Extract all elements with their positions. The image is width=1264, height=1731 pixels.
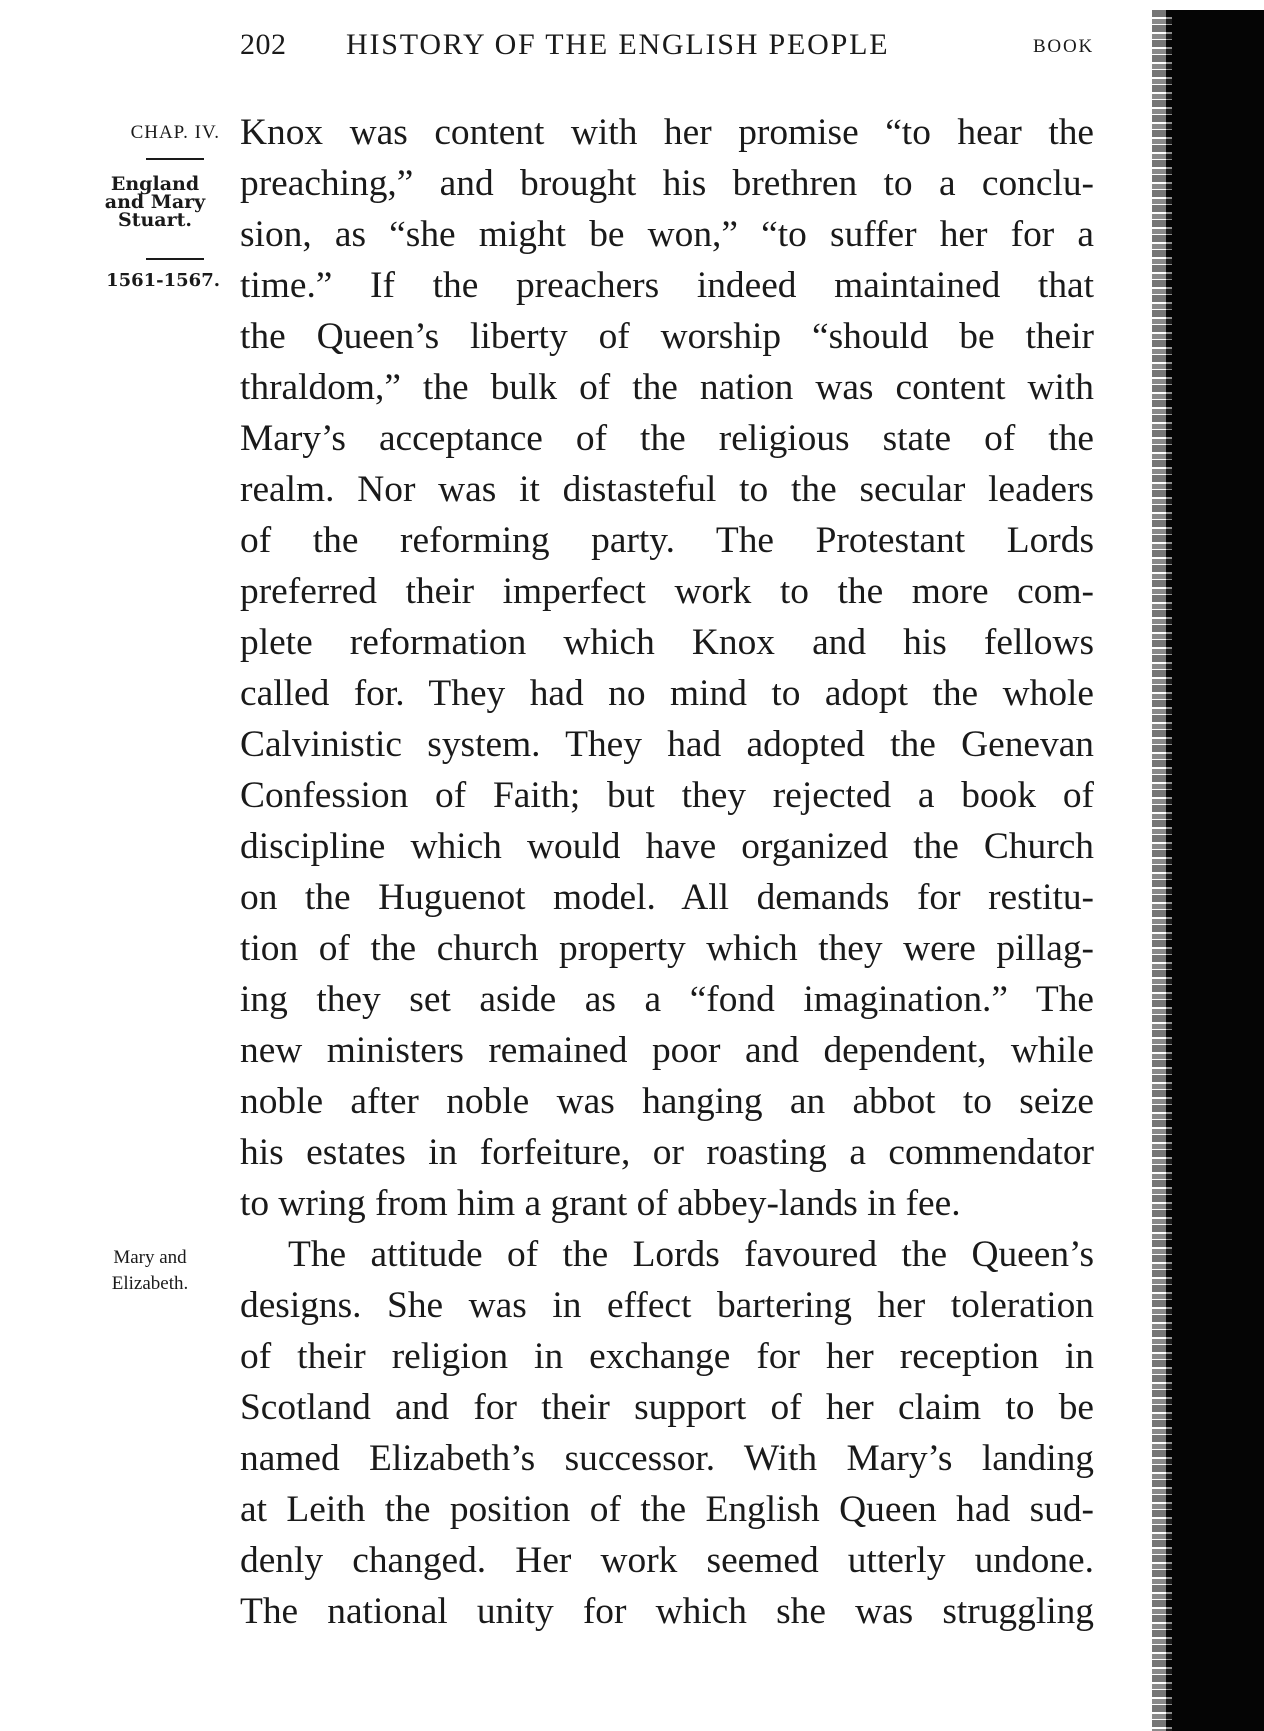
text-line: tion of the church property which they were pillag- [240, 928, 1094, 969]
text-line: noble after noble was hanging an abbot to seize [240, 1081, 1094, 1122]
text-line: called for. They had no mind to adopt the whole [240, 673, 1094, 714]
text-line: preaching,” and brought his brethren to a conclu- [240, 163, 1094, 204]
text-line: thraldom,” the bulk of the nation was content with [240, 367, 1094, 408]
margin-rule [146, 258, 204, 260]
margin-note-line: Mary and [113, 1247, 187, 1268]
text-line: on the Huguenot model. All demands for restitu- [240, 877, 1094, 918]
text-line: realm. Nor was it distasteful to the secular leaders [240, 469, 1094, 510]
text-line: plete reformation which Knox and his fellows [240, 622, 1094, 663]
text-line: Confession of Faith; but they rejected a book of [240, 775, 1094, 816]
margin-note-mary-elizabeth [80, 1245, 220, 1297]
text-line: The national unity for which she was struggling [240, 1591, 1094, 1632]
margin-subject-line: Stuart. [117, 209, 193, 231]
margin-chapter: CHAP. IV. [130, 122, 220, 143]
text-line: time.” If the preachers indeed maintained that [240, 265, 1094, 306]
paragraph-1 [240, 107, 1094, 1229]
running-head [240, 28, 1100, 72]
text-line: discipline which would have organized the Church [240, 826, 1094, 867]
margin-subject-line: and Mary [104, 191, 206, 213]
text-line: preferred their imperfect work to the more com- [240, 571, 1094, 612]
text-line: to wring from him a grant of abbey-lands in fee. [240, 1183, 961, 1224]
margin-subject-line: England [110, 173, 200, 195]
text-line: of the reforming party. The Protestant Lords [240, 520, 1094, 561]
text-line: Calvinistic system. They had adopted the Genevan [240, 724, 1094, 765]
text-line: new ministers remained poor and dependent, while [240, 1030, 1094, 1071]
text-line: Mary’s acceptance of the religious state of the [240, 418, 1094, 459]
text-line: Knox was content with her promise “to hear the [240, 112, 1094, 153]
scan-dark-edge [1166, 10, 1264, 1731]
margin-subject [90, 175, 220, 229]
text-line: designs. She was in effect bartering her toleration [240, 1285, 1094, 1326]
scan-edge-fringe [1152, 10, 1172, 1731]
paragraph-2 [240, 1229, 1094, 1637]
book-label: BOOK [1032, 36, 1094, 57]
text-line: denly changed. Her work seemed utterly undone. [240, 1540, 1094, 1581]
margin-rule [146, 158, 204, 160]
text-line: named Elizabeth’s successor. With Mary’s landing [240, 1438, 1094, 1479]
text-line: sion, as “she might be won,” “to suffer her for a [240, 214, 1094, 255]
text-line: the Queen’s liberty of worship “should be their [240, 316, 1094, 357]
text-line: at Leith the position of the English Queen had sud- [240, 1489, 1094, 1530]
running-title: HISTORY OF THE ENGLISH PEOPLE [346, 28, 890, 61]
margin-note-line: Elizabeth. [111, 1273, 189, 1294]
text-line: Scotland and for their support of her claim to be [240, 1387, 1094, 1428]
text-line: ing they set aside as a “fond imagination.” The [240, 979, 1094, 1020]
body-text [240, 107, 1094, 1637]
margin-dates: 1561-1567. [106, 270, 220, 291]
text-line: of their religion in exchange for her reception in [240, 1336, 1094, 1377]
text-line: his estates in forfeiture, or roasting a commendator [240, 1132, 1094, 1173]
page-number: 202 [240, 28, 287, 61]
text-line: The attitude of the Lords favoured the Queen’s [288, 1234, 1094, 1275]
